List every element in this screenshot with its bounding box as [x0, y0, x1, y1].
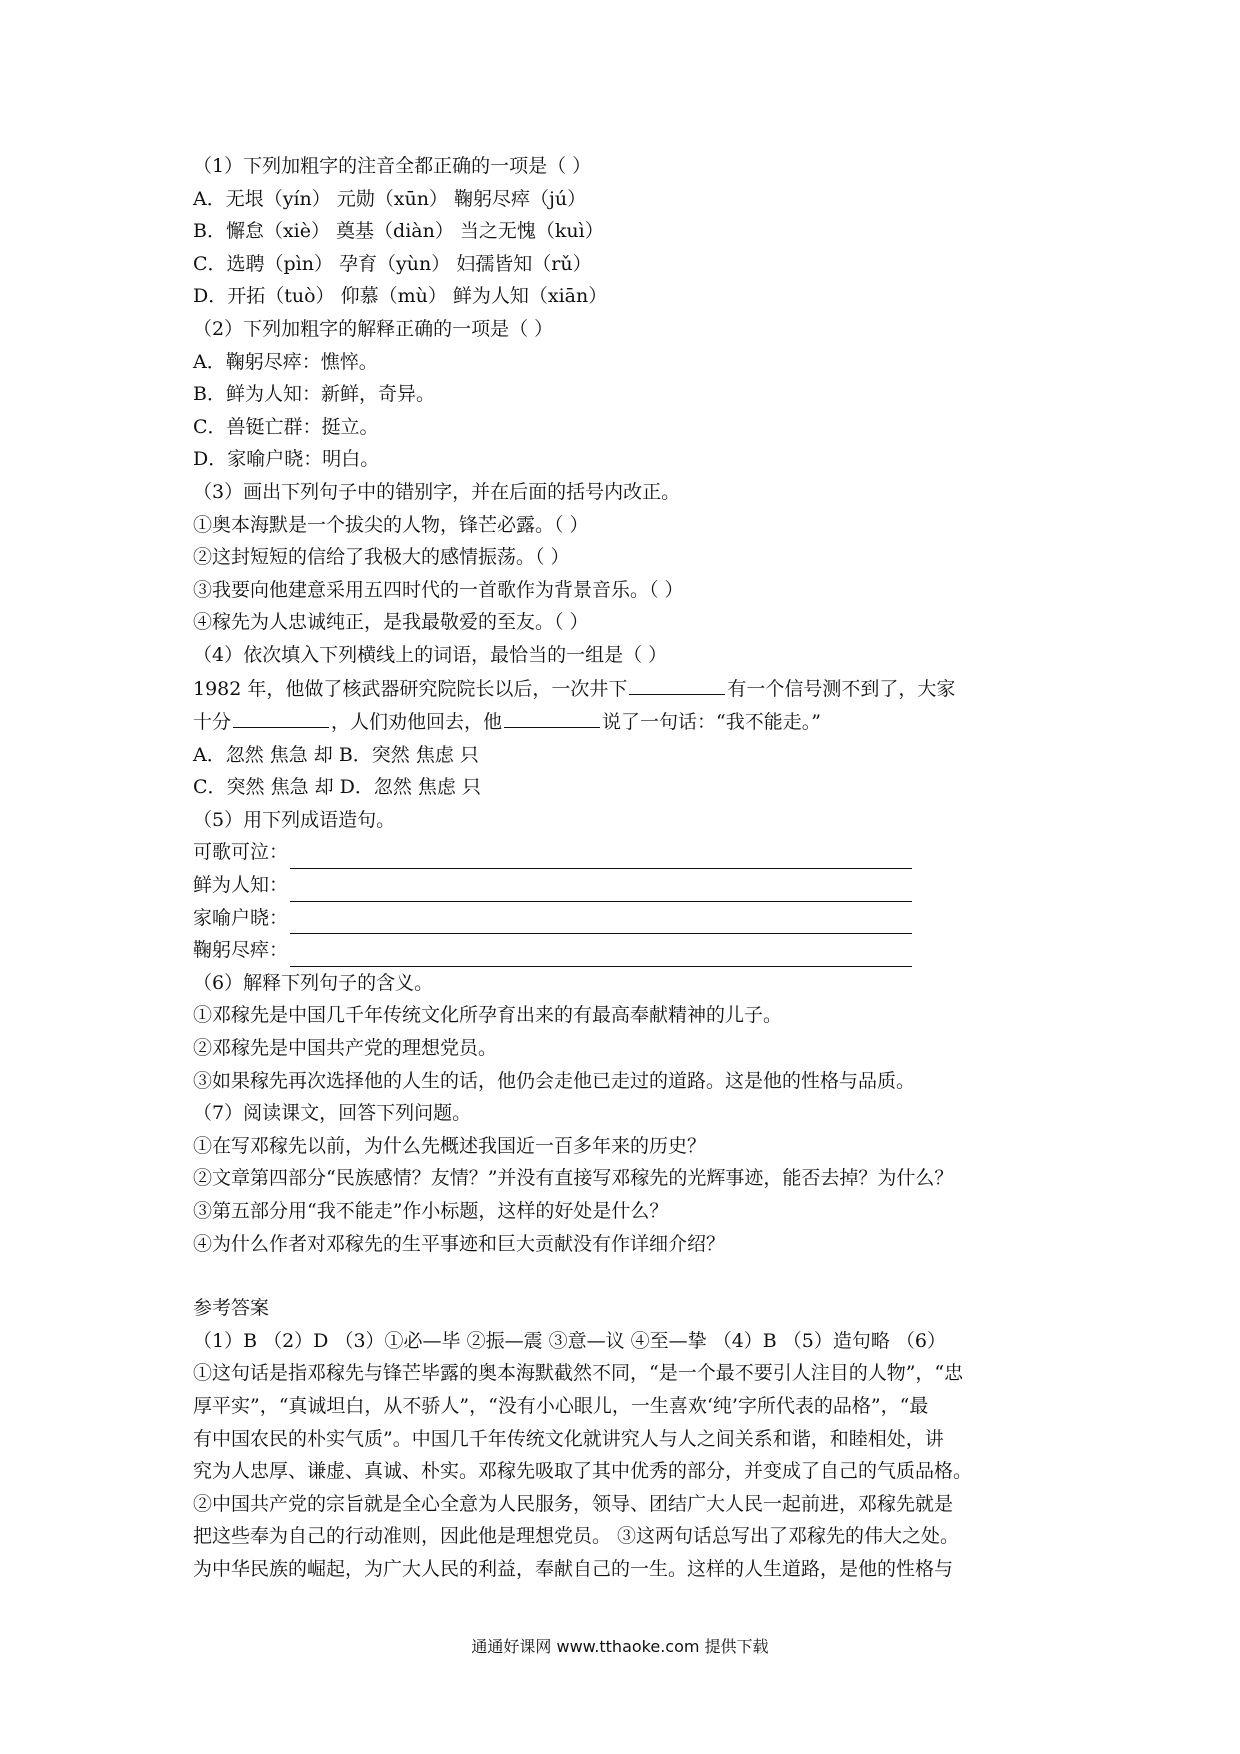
q4-passage-text: 1982 年，他做了核武器研究院院长以后，一次井下 [193, 677, 628, 700]
answer-line-2: ①这句话是指邓稼先与锋芒毕露的奥本海默截然不同，“是一个最不要引人注目的人物”，“忠 [193, 1362, 964, 1385]
answer-line-6: ②中国共产党的宗旨就是全心全意为人民服务，领导、团结广大人民一起前进，邓稼先就是 [193, 1492, 954, 1515]
q3-item-1: ①奥本海默是一个拔尖的人物，锋芒必露。（ ） [193, 513, 589, 536]
q4-options-ab: A．忽然 焦急 却 B．突然 焦虑 只 [193, 743, 479, 766]
q4-blank-1 [629, 672, 725, 695]
q4-blank-3 [504, 705, 600, 728]
q7-item-1: ①在写邓稼先以前，为什么先概述我国近一百多年来的历史？ [193, 1134, 707, 1157]
q7-item-4: ④为什么作者对邓稼先的生平事迹和巨大贡献没有作详细介绍？ [193, 1232, 726, 1255]
answer-line-4: 有中国农民的朴实气质”。中国几千年传统文化就讲究人与人之间关系和谐，和睦相处，讲 [193, 1427, 944, 1450]
q1-option-c: C．选聘（pìn） 孕育（yùn） 妇孺皆知（rǔ） [193, 252, 592, 275]
q3-item-2: ②这封短短的信给了我极大的感情振荡。（ ） [193, 546, 570, 569]
q1-option-d: D．开拓（tuò） 仰慕（mù） 鲜为人知（xiān） [193, 285, 608, 308]
q5-idiom-label: 可歌可泣： [193, 841, 289, 864]
q4-passage-text: 有一个信号测不到了，大家 [727, 677, 956, 700]
q7-stem: （7）阅读课文，回答下列问题。 [193, 1102, 472, 1125]
worksheet-body [193, 150, 1063, 1586]
q5-idiom-label: 鞠躬尽瘁： [193, 939, 289, 962]
q3-stem: （3）画出下列句子中的错别字，并在后面的括号内改正。 [193, 480, 681, 503]
q6-item-3: ③如果稼先再次选择他的人生的话，他仍会走他已走过的道路。这是他的性格与品质。 [193, 1069, 916, 1092]
q4-passage-line-2 [193, 705, 1063, 739]
q4-passage-text: 说了一句话：“我不能走。” [602, 711, 821, 734]
answer-line [290, 844, 912, 869]
answer-line-3: 厚平实”，“真诚坦白，从不骄人”，“没有小心眼儿，一生喜欢‘纯’字所代表的品格”，“最 [193, 1394, 929, 1417]
answer-line [290, 909, 912, 934]
answer-line-7: 把这些奉为自己的行动准则，因此他是理想党员。 ③这两句话总写出了邓稼先的伟大之处。 [193, 1525, 960, 1548]
answer-line [290, 942, 912, 967]
q6-stem: （6）解释下列句子的含义。 [193, 971, 434, 994]
q2-option-c: C．兽铤亡群：挺立。 [193, 415, 379, 438]
q2-option-b: B．鲜为人知：新鲜，奇异。 [193, 383, 435, 406]
q4-passage-text: ，人们劝他回去，他 [331, 711, 503, 734]
q3-item-4: ④稼先为人忠诚纯正，是我最敬爱的至友。（ ） [193, 611, 589, 634]
answer-line-1: （1）B （2）D （3）①必—毕 ②振—震 ③意—议 ④至—挚 （4）B （5）造句略 （6） [193, 1329, 947, 1352]
q4-stem: （4）依次填入下列横线上的词语，最恰当的一组是（ ） [193, 643, 668, 666]
section-gap [193, 1260, 1063, 1292]
q2-option-d: D．家喻户晓：明白。 [193, 448, 380, 471]
answer-line-5: 究为人忠厚、谦虚、真诚、朴实。邓稼先吸取了其中优秀的部分，并变成了自己的气质品格。 [193, 1460, 973, 1483]
q1-stem: （1）下列加粗字的注音全都正确的一项是（ ） [193, 155, 592, 177]
q6-item-2: ②邓稼先是中国共产党的理想党员。 [193, 1037, 498, 1060]
q5-stem: （5）用下列成语造句。 [193, 808, 396, 831]
q5-row-4 [193, 934, 1063, 967]
q5-row-1 [193, 836, 1063, 869]
q2-stem: （2）下列加粗字的解释正确的一项是（ ） [193, 317, 554, 340]
answer-line [290, 877, 912, 902]
q2-option-a: A．鞠躬尽瘁：憔悴。 [193, 350, 378, 373]
answer-line-8: 为中华民族的崛起，为广大人民的利益，奉献自己的一生。这样的人生道路，是他的性格与 [193, 1557, 954, 1580]
q4-blank-2 [233, 705, 329, 728]
q5-row-2 [193, 869, 1063, 902]
page-footer: 通通好课网 www.tthaoke.com 提供下载 [471, 1637, 769, 1656]
q5-row-3 [193, 902, 1063, 935]
q4-passage-line-1 [193, 672, 1063, 706]
q1-option-b: B．懈怠（xiè） 奠基（diàn） 当之无愧（kuì） [193, 220, 604, 243]
q6-item-1: ①邓稼先是中国几千年传统文化所孕育出来的有最高奉献精神的儿子。 [193, 1004, 783, 1027]
q7-item-2: ②文章第四部分“民族感情？友情？”并没有直接写邓稼先的光辉事迹，能否去掉？为什么？ [193, 1167, 954, 1190]
q5-idiom-label: 鲜为人知： [193, 874, 289, 897]
answers-title: 参考答案 [193, 1297, 270, 1320]
q7-item-3: ③第五部分用“我不能走”作小标题，这样的好处是什么？ [193, 1200, 669, 1222]
q4-passage-text: 十分 [193, 711, 232, 734]
q4-options-cd: C．突然 焦急 却 D．忽然 焦虑 只 [193, 776, 481, 799]
q5-idiom-label: 家喻户晓： [193, 906, 289, 929]
q1-option-a: A．无垠（yín） 元勋（xūn） 鞠躬尽瘁（jú） [193, 187, 587, 210]
q3-item-3: ③我要向他建意采用五四时代的一首歌作为背景音乐。（ ） [193, 578, 684, 601]
